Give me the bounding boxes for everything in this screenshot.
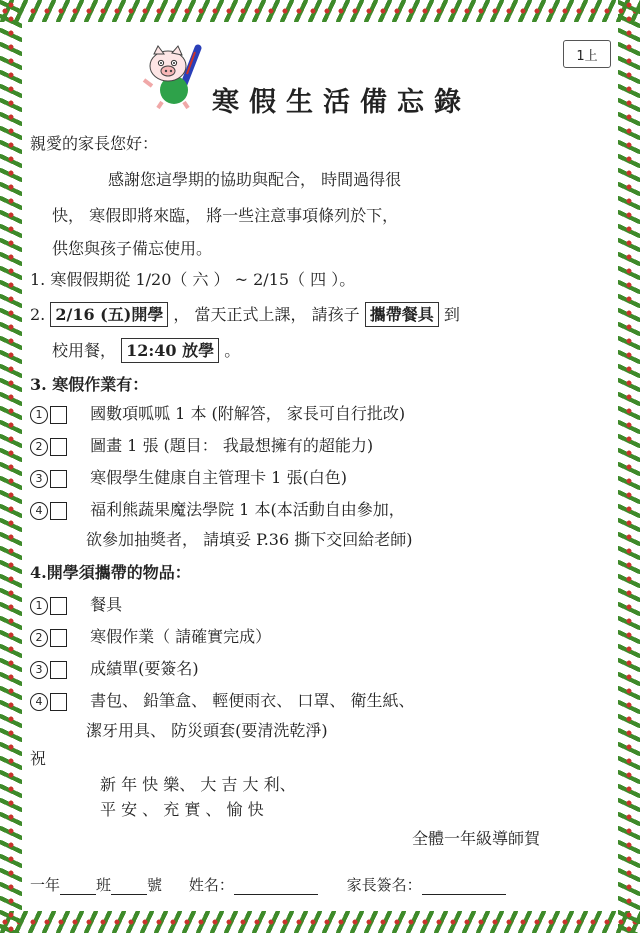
bring-utensils-notice: 攜帶餐具 [365,302,439,327]
bring-item-text: 書包、 鉛筆盒、 輕便雨衣、 口罩、 衛生紙、 [90,691,415,710]
pig-mascot-icon [140,44,212,110]
dismissal-line [52,338,240,361]
homework-text: 國數項呱呱 1 本 (附解答， 家長可自行批改) [90,404,406,423]
intro-line-1: 感謝您這學期的協助與配合， 時間過得很 [108,170,402,189]
checkbox[interactable] [50,438,67,456]
teacher-signature: 全體一年級導師賀 [412,829,541,848]
bring-item-2 [30,624,271,647]
page-title: 寒假生活備忘錄 [212,87,471,118]
greeting: 親愛的家長您好： [30,134,159,153]
circled-number-icon: 2 [30,438,48,456]
school-start-date: 2/16 (五)開學 [50,302,168,327]
blessing-label: 祝 [30,749,47,768]
school-start-suffix: 到 [443,305,460,324]
bring-item-3 [30,656,199,679]
holiday-dates: 1. 寒假假期從 1/20（ 六 ） ~ 2/15（ 四 ）。 [30,270,356,289]
decorative-border-left [0,0,22,933]
checkbox[interactable] [50,502,67,520]
name-label: 姓名： [188,876,234,894]
school-start-line [30,302,460,325]
circled-number-icon: 2 [30,629,48,647]
checkbox[interactable] [50,693,67,711]
bring-item-text: 餐具 [90,595,123,614]
decorative-border-right [618,0,640,933]
circled-number-icon: 3 [30,470,48,488]
item-number: 2. [30,305,46,324]
homework-text: 福利熊蔬果魔法學院 1 本(本活動自由參加， [90,500,405,519]
items-heading: 4.開學須攜帶的物品： [30,563,191,582]
decorative-border-bottom [0,911,640,933]
blessing-line-1: 新 年 快 樂、 大 吉 大 利、 [100,775,296,794]
student-info-line [30,874,506,895]
circled-number-icon: 1 [30,406,48,424]
page-tag: 1上 [563,40,611,68]
circled-number-icon: 3 [30,661,48,679]
circled-number-icon: 1 [30,597,48,615]
intro-line-2: 快， 寒假即將來臨， 將一些注意事項條列於下， [52,206,399,225]
dismissal-time: 12:40 放學 [121,338,219,363]
school-start-text: ， 當天正式上課， 請孩子 [173,305,360,324]
dismissal-suffix: 。 [224,341,241,360]
checkbox[interactable] [50,470,67,488]
seat-number-field[interactable] [111,894,147,895]
checkbox[interactable] [50,661,67,679]
student-name-field[interactable] [234,894,318,895]
circled-number-icon: 4 [30,693,48,711]
intro-line-3: 供您與孩子備忘使用。 [52,239,213,258]
blessing-line-2: 平 安 、 充 實 、 愉 快 [100,800,264,819]
homework-item-2 [30,433,373,456]
homework-item-3 [30,465,347,488]
homework-item-4-line-2: 欲參加抽獎者， 請填妥 P.36 撕下交回給老師) [86,530,413,549]
number-label: 號 [147,876,163,894]
bring-item-1 [30,592,122,615]
class-field[interactable] [60,894,96,895]
homework-item-1 [30,401,405,424]
bring-item-4 [30,688,414,711]
checkbox[interactable] [50,406,67,424]
parent-signature-field[interactable] [422,894,506,895]
dismissal-text: 校用餐， [52,341,117,360]
class-label: 班 [96,876,112,894]
bring-item-text: 寒假作業（ 請確實完成） [90,627,272,646]
bring-item-text: 成績單(要簽名) [90,659,199,678]
homework-item-4 [30,497,405,520]
homework-text: 圖畫 1 張 (題目： 我最想擁有的超能力) [90,436,374,455]
checkbox[interactable] [50,629,67,647]
decorative-border-top [0,0,640,22]
homework-text: 寒假學生健康自主管理卡 1 張(白色) [90,468,347,487]
bring-item-4-line-2: 潔牙用具、 防災頭套(要清洗乾淨) [86,721,328,740]
grade-label: 一年 [30,876,61,894]
parent-signature-label: 家長簽名： [346,876,422,894]
homework-heading: 3. 寒假作業有： [30,375,149,394]
checkbox[interactable] [50,597,67,615]
circled-number-icon: 4 [30,502,48,520]
